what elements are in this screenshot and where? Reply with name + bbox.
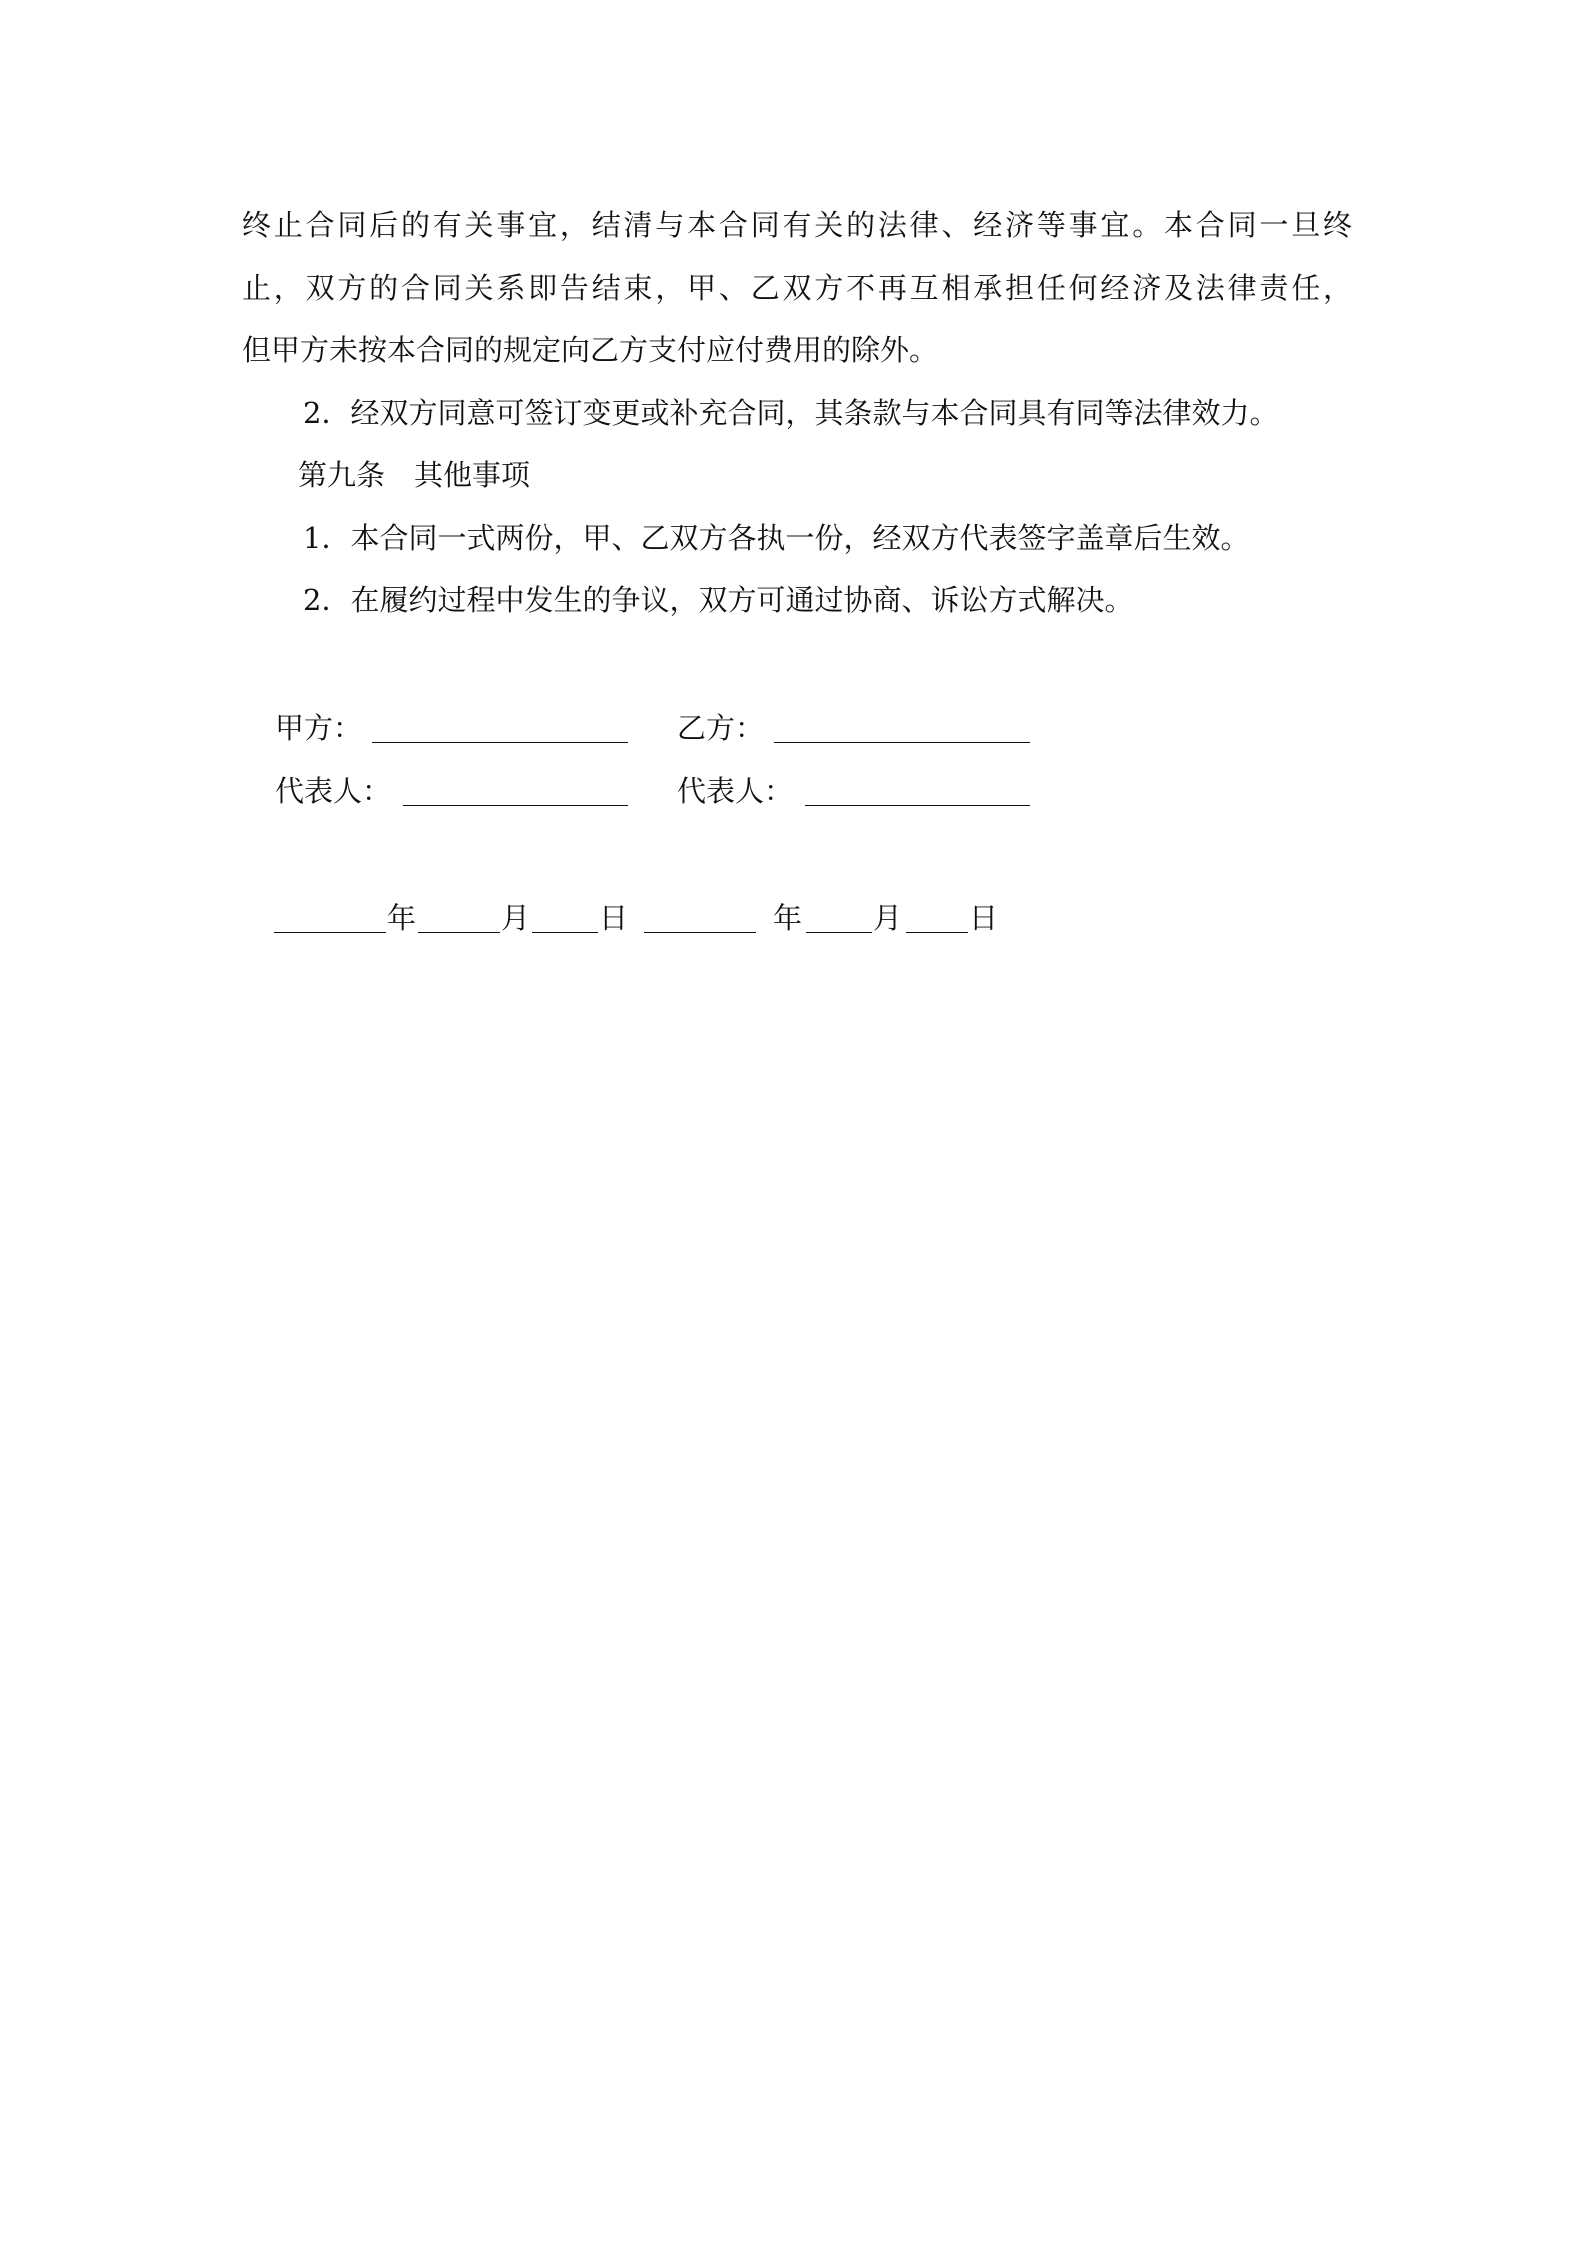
month-blank-b <box>806 932 872 933</box>
day-blank-b <box>906 932 968 933</box>
paragraph-line-3: 但甲方未按本合同的规定向乙方支付应付费用的除外。 <box>242 333 939 367</box>
party-b-label: 乙方： <box>677 711 765 745</box>
year-blank-a <box>274 932 386 933</box>
year-label-b: 年 <box>773 901 803 935</box>
article-9-heading: 第九条 其他事项 <box>298 458 531 492</box>
month-label-a: 月 <box>501 901 531 935</box>
day-blank-a <box>532 932 598 933</box>
rep-a-signature-line <box>403 805 628 806</box>
paragraph-line-1: 终止合同后的有关事宜，结清与本合同有关的法律、经济等事宜。本合同一旦终 <box>242 208 1352 242</box>
party-a-label: 甲方： <box>275 711 363 745</box>
party-a-signature-line <box>372 742 628 743</box>
rep-a-label: 代表人： <box>275 774 392 808</box>
rep-b-signature-line <box>805 805 1030 806</box>
party-b-signature-line <box>774 742 1030 743</box>
year-label-a: 年 <box>387 901 417 935</box>
article-9-item-2: 2．在履约过程中发生的争议，双方可通过协商、诉讼方式解决。 <box>303 583 1134 617</box>
year-blank-b <box>644 932 756 933</box>
article-9-item-1: 1．本合同一式两份，甲、乙双方各执一份，经双方代表签字盖章后生效。 <box>303 521 1250 555</box>
paragraph-line-2: 止，双方的合同关系即告结束，甲、乙双方不再互相承担任何经济及法律责任， <box>242 271 1352 305</box>
month-blank-a <box>418 932 500 933</box>
month-label-b: 月 <box>873 901 903 935</box>
day-label-b: 日 <box>969 901 999 935</box>
clause-8-item-2: 2．经双方同意可签订变更或补充合同，其条款与本合同具有同等法律效力。 <box>303 396 1279 430</box>
day-label-a: 日 <box>599 901 629 935</box>
rep-b-label: 代表人： <box>677 774 794 808</box>
